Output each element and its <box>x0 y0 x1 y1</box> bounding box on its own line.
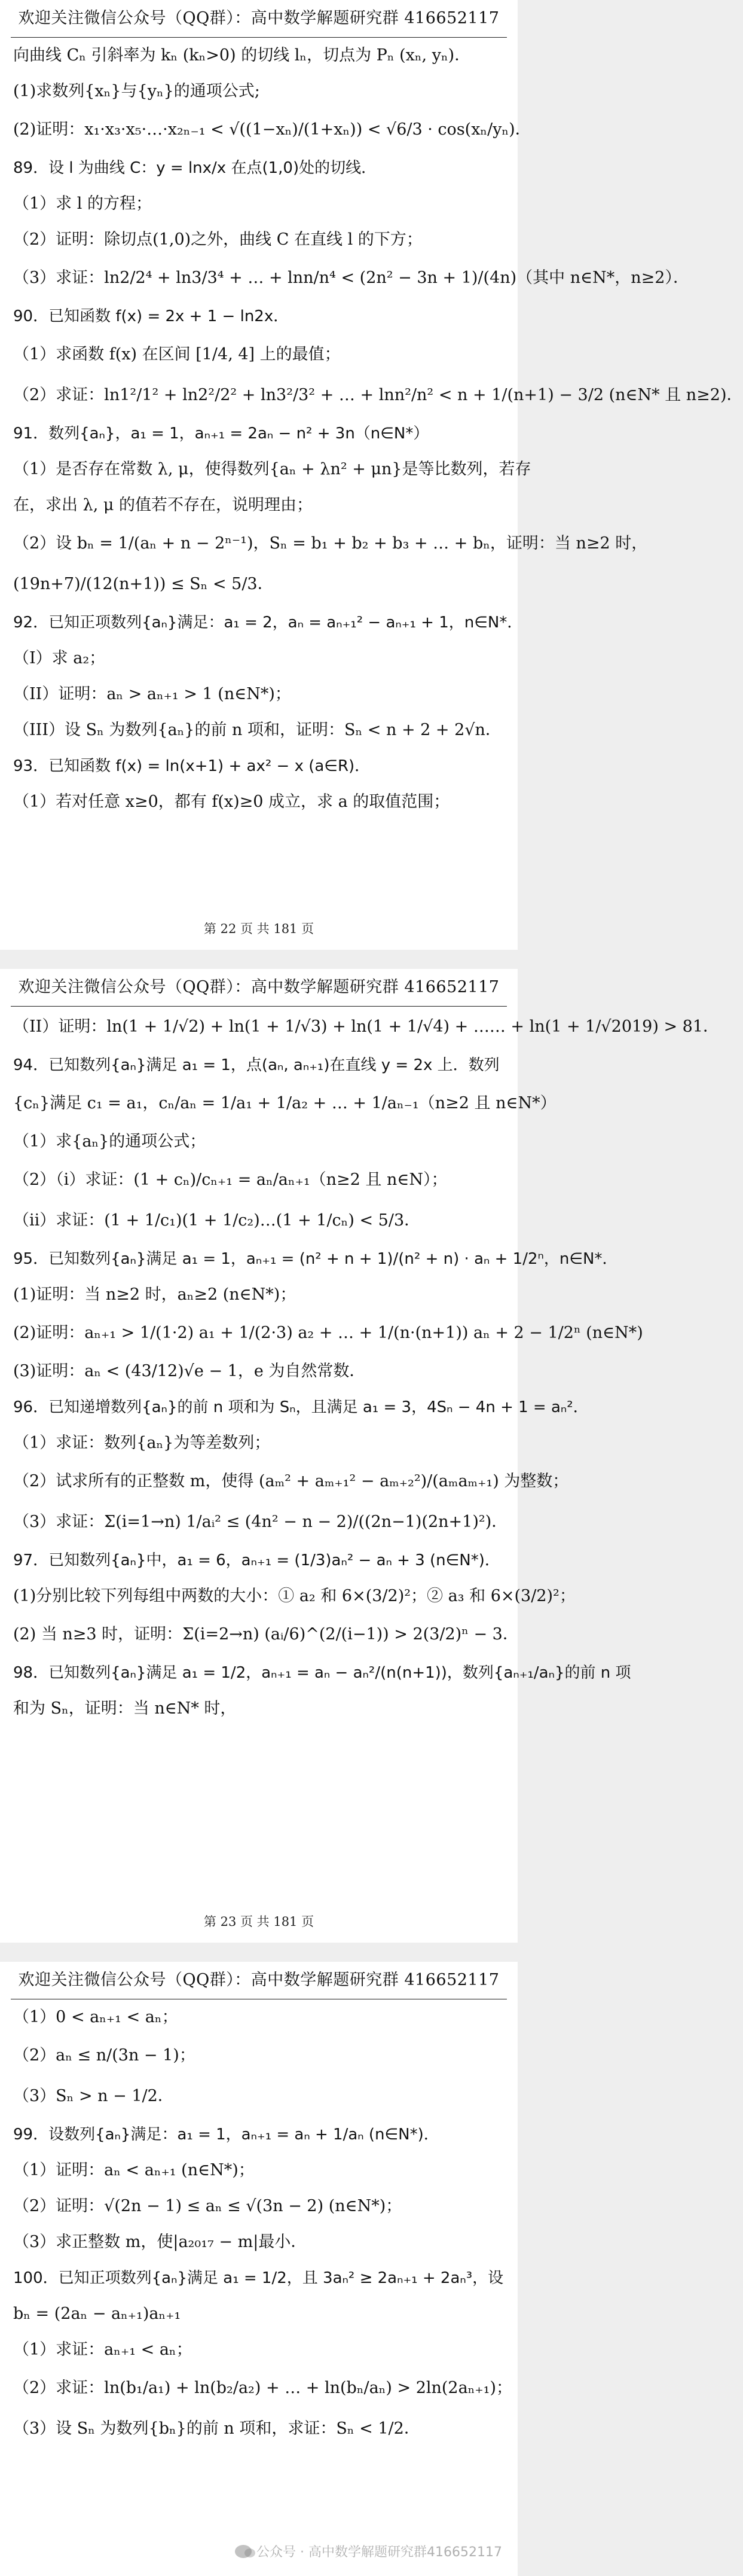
text-line: （3）求正整数 m，使|a₂₀₁₇ − m|最小． <box>13 2233 307 2251</box>
text-line: （1）证明：aₙ < aₙ₊₁ (n∈N*)； <box>13 2161 255 2179</box>
problem-100-title: 100．已知正项数列{aₙ}满足 a₁ = 1/2，且 3aₙ² ≥ 2aₙ₊₁ + 2aₙ³，设 <box>13 2269 504 2287</box>
text-line: （2）aₙ ≤ n/(3n − 1)； <box>13 2046 195 2065</box>
page-header: 欢迎关注微信公众号（QQ群）：高中数学解题研究群 416652117 <box>11 969 507 1007</box>
problem-92-title: 92．已知正项数列{aₙ}满足：a₁ = 2，aₙ = aₙ₊₁² − aₙ₊₁ + 1，n∈N*． <box>13 614 523 632</box>
text-line: （1）0 < aₙ₊₁ < aₙ； <box>13 2008 178 2026</box>
text-line: （1）是否存在常数 λ, μ，使得数列{aₙ + λn² + μn}是等比数列，若存 <box>13 460 531 478</box>
document-page-23 <box>0 969 720 1943</box>
document-page-24 <box>0 1962 518 2576</box>
text-line: (2)证明：x₁·x₃·x₅·…·x₂ₙ₋₁ < √((1−xₙ)/(1+xₙ)) < √6/3 · cos(xₙ/yₙ)． <box>13 120 531 139</box>
text-line: （3）求证：Σ(i=1→n) 1/aᵢ² ≤ (4n² − n − 2)/((2n−1)(2n+1)²)． <box>13 1513 508 1531</box>
problem-93-title: 93．已知函数 f(x) = ln(x+1) + ax² − x (a∈R)． <box>13 757 371 775</box>
page-content <box>0 38 743 815</box>
text-line: {cₙ}满足 c₁ = a₁，cₙ/aₙ = 1/a₁ + 1/a₂ + … + 1/aₙ₋₁（n≥2 且 n∈N*） <box>13 1094 557 1112</box>
problem-94-title: 94．已知数列{aₙ}满足 a₁ = 1，点(aₙ, aₙ₊₁)在直线 y = 2x 上．数列 <box>13 1056 500 1074</box>
page-content <box>0 1007 720 1722</box>
text-line: 和为 Sₙ，证明：当 n∈N* 时， <box>13 1699 237 1718</box>
text-line: （1）求证：数列{aₙ}为等差数列； <box>13 1434 271 1452</box>
text-line: bₙ = (2aₙ − aₙ₊₁)aₙ₊₁ <box>13 2304 181 2323</box>
text-line: (1)证明：当 n≥2 时，aₙ≥2 (n∈N*)； <box>13 1285 296 1304</box>
text-line: （1）求 l 的方程； <box>13 194 152 213</box>
text-line: （ii）求证：(1 + 1/c₁)(1 + 1/c₂)…(1 + 1/cₙ) < 5/3． <box>13 1211 421 1230</box>
page-header: 欢迎关注微信公众号（QQ群）：高中数学解题研究群 416652117 <box>11 1962 507 1999</box>
text-line: （II）证明：aₙ > aₙ₊₁ > 1 (n∈N*)； <box>13 685 291 703</box>
page-footer: 第 23 页 共 181 页 <box>203 1915 314 1929</box>
text-line: (19n+7)/(12(n+1)) ≤ Sₙ < 5/3． <box>13 575 274 593</box>
page-header: 欢迎关注微信公众号（QQ群）：高中数学解题研究群 416652117 <box>11 0 507 38</box>
text-line: (2)证明：aₙ₊₁ > 1/(1·2) a₁ + 1/(2·3) a₂ + … + 1/(n·(n+1)) aₙ + 2 − 1/2ⁿ (n∈N*) <box>13 1324 643 1342</box>
text-line: （2）证明：除切点(1,0)之外，曲线 C 在直线 l 的下方； <box>13 230 423 249</box>
text-line: （III）设 Sₙ 为数列{aₙ}的前 n 项和，证明：Sₙ < n + 2 + 2√n． <box>13 721 502 739</box>
text-line: （2）求证：ln(b₁/a₁) + ln(b₂/a₂) + … + ln(bₙ/aₙ) > 2ln(2aₙ₊₁)； <box>13 2379 512 2397</box>
wechat-icon <box>235 2545 252 2558</box>
problem-89-title: 89．设 l 为曲线 C：y = lnx/x 在点(1,0)处的切线． <box>13 159 377 177</box>
watermark-text: 公众号 · 高中数学解题研究群416652117 <box>256 2545 502 2560</box>
text-line: 在，求出 λ, μ 的值若不存在，说明理由； <box>13 496 313 514</box>
problem-96-title: 96．已知递增数列{aₙ}的前 n 项和为 Sₙ，且满足 a₁ = 3，4Sₙ − 4n + 1 = aₙ²． <box>13 1398 589 1416</box>
text-line: （I）求 a₂； <box>13 649 106 667</box>
text-line: （II）证明：ln(1 + 1/√2) + ln(1 + 1/√3) + ln(1 + 1/√4) + …… + ln(1 + 1/√2019) > 81． <box>13 1017 720 1036</box>
text-line: （2）设 bₙ = 1/(aₙ + n − 2ⁿ⁻¹)，Sₙ = b₁ + b₂ + b₃ + … + bₙ，证明：当 n≥2 时， <box>13 534 648 553</box>
text-line: （2）试求所有的正整数 m，使得 (aₘ² + aₘ₊₁² − aₘ₊₂²)/(aₘaₘ₊₁) 为整数； <box>13 1472 569 1490</box>
text-line: (1)求数列{xₙ}与{yₙ}的通项公式; <box>13 82 260 100</box>
text-line: （3）设 Sₙ 为数列{bₙ}的前 n 项和，求证：Sₙ < 1/2． <box>13 2419 420 2438</box>
text-line: (3)证明：aₙ < (43/12)√e − 1，e 为自然常数． <box>13 1362 366 1380</box>
problem-95-title: 95．已知数列{aₙ}满足 a₁ = 1，aₙ₊₁ = (n² + n + 1)/(n² + n) · aₙ + 1/2ⁿ，n∈N*． <box>13 1250 618 1268</box>
text-line: 向曲线 Cₙ 引斜率为 kₙ (kₙ>0) 的切线 lₙ，切点为 Pₙ (xₙ, yₙ)． <box>13 46 471 65</box>
text-line: （2）证明：√(2n − 1) ≤ aₙ ≤ √(3n − 2) (n∈N*)； <box>13 2197 402 2215</box>
page-content <box>0 1999 518 2444</box>
text-line: （2）（i）求证：(1 + cₙ)/cₙ₊₁ = aₙ/aₙ₊₁（n≥2 且 n∈N）； <box>13 1170 448 1189</box>
text-line: （1）求函数 f(x) 在区间 [1/4, 4] 上的最值； <box>13 345 341 364</box>
problem-97-title: 97．已知数列{aₙ}中，a₁ = 6，aₙ₊₁ = (1/3)aₙ² − aₙ + 3 (n∈N*)． <box>13 1551 500 1569</box>
text-line: （3）求证：ln2/2⁴ + ln3/3⁴ + … + lnn/n⁴ < (2n² − 3n + 1)/(4n)（其中 n∈N*，n≥2）． <box>13 269 689 287</box>
text-line: (2) 当 n≥3 时，证明：Σ(i=2→n) (aᵢ/6)^(2/(i−1)) > 2(3/2)ⁿ − 3． <box>13 1625 519 1644</box>
document-page-22 <box>0 0 743 950</box>
wechat-watermark <box>235 2542 502 2560</box>
problem-90-title: 90．已知函数 f(x) = 2x + 1 − ln2x． <box>13 307 289 325</box>
text-line: （1）求证：aₙ₊₁ < aₙ； <box>13 2340 192 2359</box>
text-line: （2）求证：ln1²/1² + ln2²/2² + ln3²/3² + … + lnn²/n² < n + 1/(n+1) − 3/2 (n∈N* 且 n≥2)． <box>13 386 743 404</box>
problem-91-title: 91．数列{aₙ}，a₁ = 1，aₙ₊₁ = 2aₙ − n² + 3n（n∈N*） <box>13 425 429 443</box>
text-line: （1）求{aₙ}的通项公式； <box>13 1132 206 1151</box>
text-line: （3）Sₙ > n − 1/2． <box>13 2087 174 2105</box>
problem-99-title: 99．设数列{aₙ}满足：a₁ = 1，aₙ₊₁ = aₙ + 1/aₙ (n∈N*)． <box>13 2126 439 2144</box>
text-line: （1）若对任意 x≥0，都有 f(x)≥0 成立，求 a 的取值范围； <box>13 792 450 811</box>
text-line: (1)分别比较下列每组中两数的大小：① a₂ 和 6×(3/2)²；② a₃ 和 6×(3/2)²； <box>13 1587 576 1605</box>
problem-98-title: 98．已知数列{aₙ}满足 a₁ = 1/2，aₙ₊₁ = aₙ − aₙ²/(n(n+1))，数列{aₙ₊₁/aₙ}的前 n 项 <box>13 1664 631 1682</box>
page-footer: 第 22 页 共 181 页 <box>203 922 314 936</box>
